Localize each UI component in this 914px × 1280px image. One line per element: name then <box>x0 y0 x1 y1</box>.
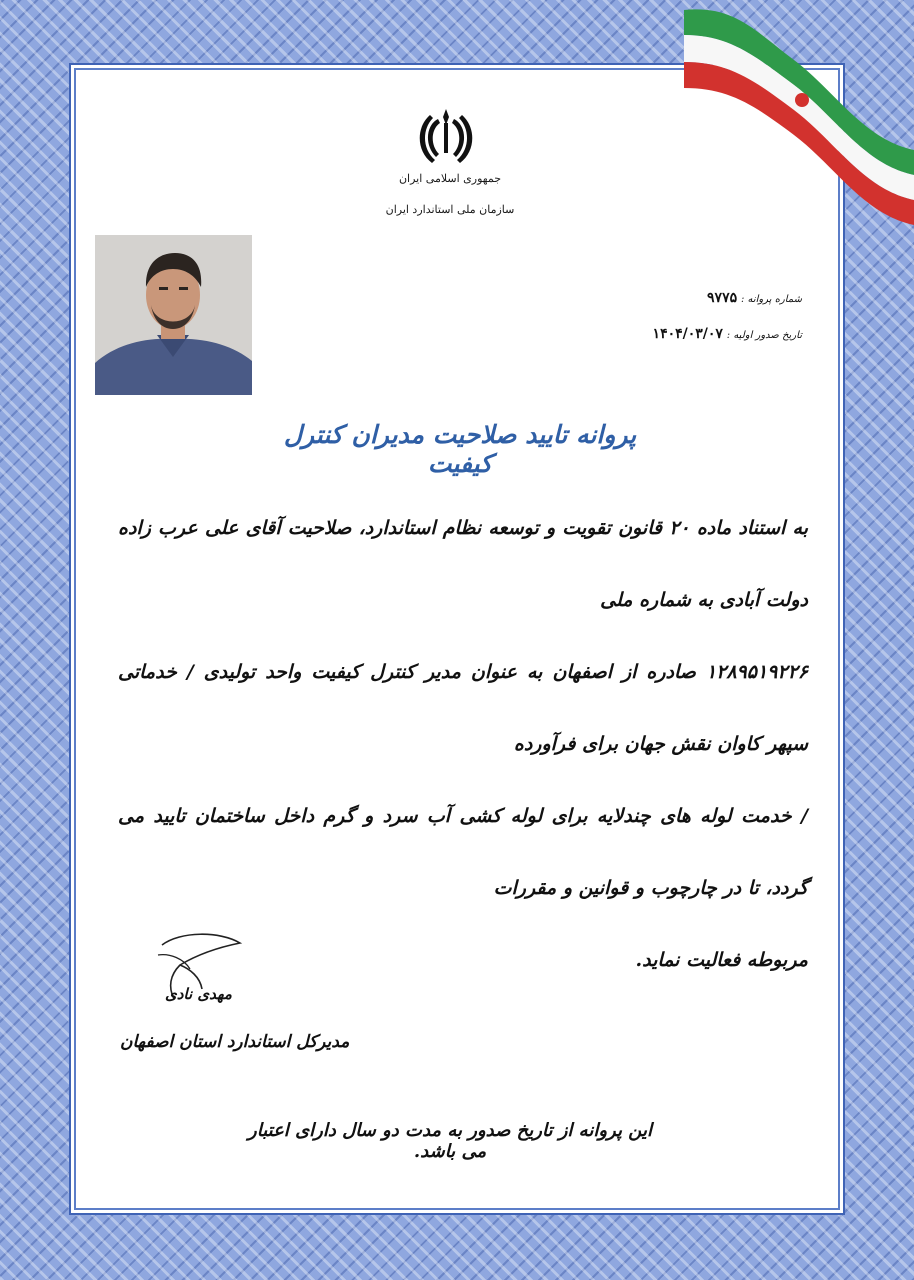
body-line-3: / خدمت لوله های چندلایه برای لوله کشی آب سرد و گرم داخل ساختمان تایید می گردد، تا در چارچوب و قوانین و مقررات <box>118 805 808 899</box>
iran-flag-ribbon <box>674 0 914 270</box>
validity-note: این پروانه از تاریخ صدور به مدت دو سال دارای اعتبار می باشد. <box>248 1120 652 1162</box>
license-number-value: ۹۷۷۵ <box>707 290 738 306</box>
license-number <box>707 290 802 306</box>
org-name-standards: سازمان ملی استاندارد ایران <box>385 203 515 216</box>
body-line-2: ۱۲۸۹۵۱۹۲۲۶ صادره از اصفهان به عنوان مدیر کنترل کیفیت واحد تولیدی / خدماتی سپهر کاوان نقش جهان برای فرآورده <box>118 661 808 755</box>
issue-date <box>653 326 802 342</box>
body-line-4: مربوطه فعالیت نماید. <box>635 949 808 971</box>
certificate-title: پروانه تایید صلاحیت مدیران کنترل کیفیت <box>283 420 637 478</box>
certificate-text <box>118 492 808 996</box>
issue-date-value: ۱۴۰۴/۰۳/۰۷ <box>652 326 723 342</box>
license-number-label: شماره پروانه : <box>740 294 802 305</box>
iran-emblem-icon <box>416 105 476 167</box>
body-line-1: به استناد ماده ۲۰ قانون تقویت و توسعه نظام استاندارد، صلاحیت آقای علی عرب زاده دولت آبادی به شماره ملی <box>118 517 808 611</box>
org-name-country: جمهوری اسلامی ایران <box>398 172 502 185</box>
issue-date-label: تاریخ صدور اولیه : <box>726 330 802 341</box>
signer-title: مدیرکل استاندارد استان اصفهان <box>120 1032 350 1052</box>
holder-photo <box>95 235 252 395</box>
signer-name: مهدی نادی <box>165 985 232 1003</box>
